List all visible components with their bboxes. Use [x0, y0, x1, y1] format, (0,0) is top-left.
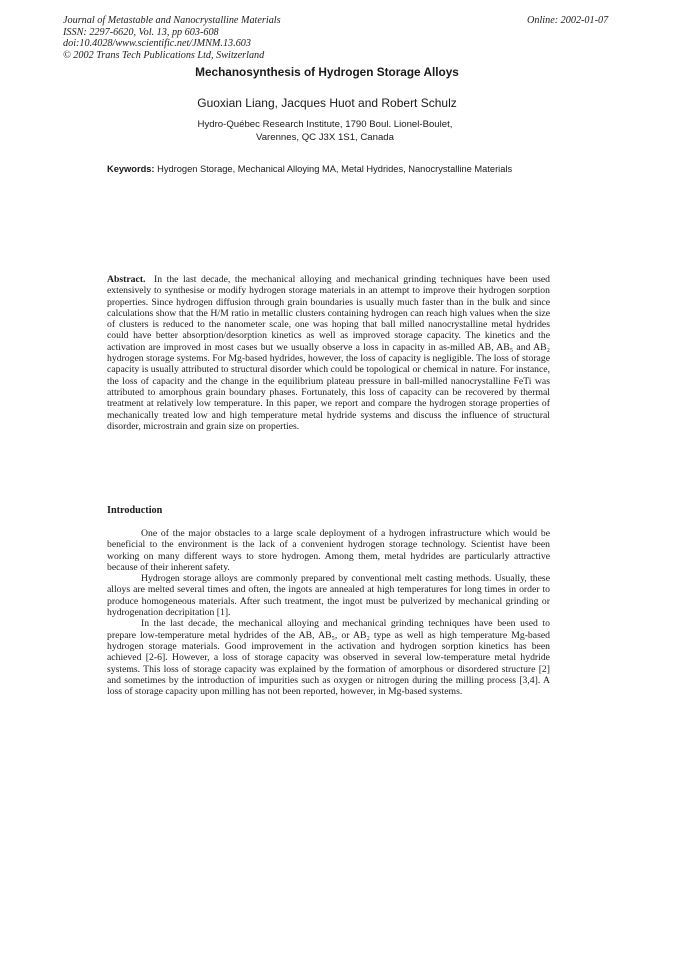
intro-paragraph: In the last decade, the mechanical alloying and mechanical grinding techniques have been used to prepare low-temperature metal hydrides of the AB, AB₅, or AB₂ type as well as high temperature Mg-based hydrogen storage materials. Good improvement in the activation and hydrogen sorption kinetics has been achieved [2-6]. However, a loss of storage capacity was observed in several low-temperature metal hydride systems. This loss of storage capacity was explained by the formation of amorphous or disordered structure [2] and sometimes by the introduction of impurities such as oxygen or nitrogen during the milling process [3,4]. A loss of storage capacity upon milling has not been reported, however, in Mg-based systems.: [107, 618, 550, 698]
paper-title: Mechanosynthesis of Hydrogen Storage Alloys: [195, 65, 459, 79]
online-date: Online: 2002-01-07: [527, 15, 609, 26]
journal-name: Journal of Metastable and Nanocrystalline Materials: [63, 15, 281, 26]
affiliation-line-1: Hydro-Québec Research Institute, 1790 Boul. Lionel-Boulet,: [197, 119, 453, 130]
keywords-text: Hydrogen Storage, Mechanical Alloying MA, Metal Hydrides, Nanocrystalline Materials: [157, 164, 513, 174]
abstract-text: In the last decade, the mechanical alloying and mechanical grinding techniques have been used extensively to synthesise or modify hydrogen storage materials in an attempt to improve their hydrogen sorption properties. Since hydrogen diffusion through grain boundaries is usually much faster than in the bulk and since calculations show that the H/M ratio in metallic clusters containing hydrogen can reach high values when the size of clusters is reduced to the nanometer scale, one was hoping that ball milled nanocrystalline metal hydrides could have better absorption/desorption kinetics as well as improved storage capacity. The kinetics and the activation are improved in most cases but we usually observe a loss in capacity in as-milled AB, AB₅ and AB₂ hydrogen storage systems. For Mg-based hydrides, however, the loss of capacity is negligible. The loss of storage capacity is usually attributed to structural disorder which could be topological or chemical in nature. For instance, the loss of capacity and the change in the equilibrium plateau pressure in ball-milled nanocrystalline FeTi was attributed to amorphous grain boundary phases. Fortunately, this loss of capacity can be recovered by thermal treatment at relatively low temperature. In this paper, we report and compare the hydrogen storage properties of mechanically treated low and high temperature metal hydride systems and discuss the influence of structural disorder, microstrain and grain size on properties.: [107, 274, 550, 432]
doi: doi:10.4028/www.scientific.net/JMNM.13.603: [63, 38, 251, 50]
intro-paragraph: Hydrogen storage alloys are commonly prepared by conventional melt casting methods. Usually, these alloys are melted several times and often, the ingots are annealed at high temperatures for long times in order to produce homogeneous materials. After such treatment, the ingot must be pulverized by mechanical grinding or hydrogenation decripitation [1].: [107, 573, 550, 619]
intro-paragraph: One of the major obstacles to a large scale deployment of a hydrogen infrastructure which would be beneficial to the environment is the lack of a convenient hydrogen storage technology. Scientist have been working on many different ways to store hydrogen. Among them, metal hydrides are particularly attractive because of their inherent safety.: [107, 528, 550, 573]
affiliation: [160, 119, 490, 144]
copyright: © 2002 Trans Tech Publications Ltd, Switzerland: [63, 49, 265, 61]
section-heading-introduction: Introduction: [107, 505, 163, 516]
paper-authors: Guoxian Liang, Jacques Huot and Robert Schulz: [197, 96, 457, 110]
affiliation-line-2: Varennes, QC J3X 1S1, Canada: [256, 131, 394, 143]
journal-metadata: [63, 15, 281, 61]
keywords: [107, 164, 567, 174]
keywords-label: Keywords:: [107, 164, 155, 174]
abstract: [107, 274, 550, 432]
introduction-body: [107, 528, 550, 697]
issn-volume: ISSN: 2297-6620, Vol. 13, pp 603-608: [63, 26, 219, 38]
abstract-label: Abstract.: [107, 274, 146, 285]
